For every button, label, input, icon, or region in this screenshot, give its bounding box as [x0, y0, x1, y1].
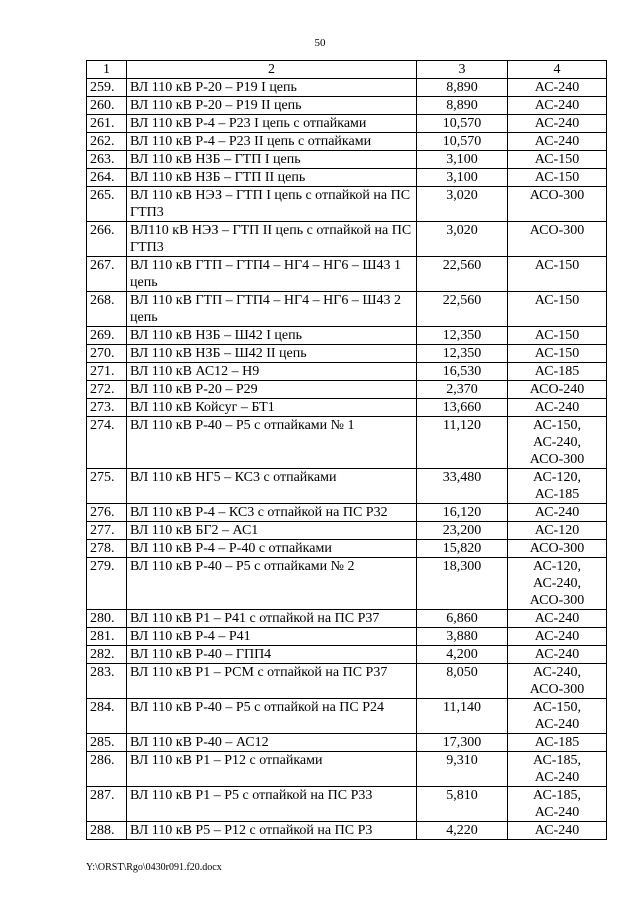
line-name-cell: ВЛ 110 кВ Р-40 – АС12 [127, 734, 417, 752]
wire-type-cell: АС-240 [508, 822, 607, 840]
row-number-cell: 265. [87, 187, 127, 222]
length-cell: 8,050 [417, 664, 508, 699]
line-name-cell: ВЛ 110 кВ НЭЗ – ГТП I цепь с отпайкой на ПС ГТП3 [127, 187, 417, 222]
row-number-cell: 285. [87, 734, 127, 752]
table-row [87, 610, 607, 628]
file-path-footer: Y:\ORST\Rgo\0430r091.f20.docx [86, 862, 222, 873]
length-cell: 8,890 [417, 97, 508, 115]
row-number-cell: 274. [87, 417, 127, 469]
row-number-cell: 263. [87, 151, 127, 169]
line-name-cell: ВЛ 110 кВ Р-20 – Р19 I цепь [127, 79, 417, 97]
table-row [87, 699, 607, 734]
wire-type-cell: АС-150 [508, 345, 607, 363]
line-name-cell: ВЛ 110 кВ Р-40 – ГПП4 [127, 646, 417, 664]
row-number-cell: 262. [87, 133, 127, 151]
line-name-cell: ВЛ 110 кВ Р-4 – Р41 [127, 628, 417, 646]
row-number-cell: 273. [87, 399, 127, 417]
line-name-cell: ВЛ110 кВ НЭЗ – ГТП II цепь с отпайкой на ПС ГТП3 [127, 222, 417, 257]
row-number-cell: 266. [87, 222, 127, 257]
wire-type-cell: АС-150 [508, 257, 607, 292]
line-name-cell: ВЛ 110 кВ НЗБ – Ш42 I цепь [127, 327, 417, 345]
line-name-cell: ВЛ 110 кВ Р-20 – Р29 [127, 381, 417, 399]
row-number-cell: 261. [87, 115, 127, 133]
length-cell: 9,310 [417, 752, 508, 787]
table-row [87, 169, 607, 187]
table-row [87, 646, 607, 664]
length-cell: 3,020 [417, 187, 508, 222]
length-cell: 22,560 [417, 292, 508, 327]
wire-type-cell: АС-185 [508, 363, 607, 381]
wire-type-cell: АС-150, АС-240 [508, 699, 607, 734]
line-name-cell: ВЛ 110 кВ Р5 – Р12 с отпайкой на ПС Р3 [127, 822, 417, 840]
table-body [87, 79, 607, 840]
column-header-4: 4 [508, 61, 607, 79]
length-cell: 3,100 [417, 169, 508, 187]
power-lines-table [86, 60, 607, 840]
line-name-cell: ВЛ 110 кВ НЗБ – ГТП I цепь [127, 151, 417, 169]
line-name-cell: ВЛ 110 кВ Р-4 – Р23 II цепь с отпайками [127, 133, 417, 151]
row-number-cell: 275. [87, 469, 127, 504]
wire-type-cell: АС-120, АС-185 [508, 469, 607, 504]
row-number-cell: 270. [87, 345, 127, 363]
row-number-cell: 288. [87, 822, 127, 840]
table-row [87, 79, 607, 97]
wire-type-cell: АСО-300 [508, 540, 607, 558]
line-name-cell: ВЛ 110 кВ ГТП – ГТП4 – НГ4 – НГ6 – Ш43 1 цепь [127, 257, 417, 292]
table-row [87, 417, 607, 469]
row-number-cell: 277. [87, 522, 127, 540]
wire-type-cell: АС-240 [508, 133, 607, 151]
wire-type-cell: АС-240 [508, 115, 607, 133]
row-number-cell: 278. [87, 540, 127, 558]
wire-type-cell: АС-150 [508, 169, 607, 187]
length-cell: 3,020 [417, 222, 508, 257]
length-cell: 22,560 [417, 257, 508, 292]
table-row [87, 151, 607, 169]
row-number-cell: 280. [87, 610, 127, 628]
table-row [87, 327, 607, 345]
column-header-2: 2 [127, 61, 417, 79]
table-row [87, 292, 607, 327]
table-row [87, 469, 607, 504]
row-number-cell: 272. [87, 381, 127, 399]
column-header-1: 1 [87, 61, 127, 79]
table-row [87, 822, 607, 840]
wire-type-cell: АС-150 [508, 292, 607, 327]
length-cell: 5,810 [417, 787, 508, 822]
table-row [87, 363, 607, 381]
table-row [87, 522, 607, 540]
length-cell: 3,100 [417, 151, 508, 169]
table-row [87, 504, 607, 522]
row-number-cell: 281. [87, 628, 127, 646]
line-name-cell: ВЛ 110 кВ Р-20 – Р19 II цепь [127, 97, 417, 115]
row-number-cell: 276. [87, 504, 127, 522]
table-row [87, 734, 607, 752]
line-name-cell: ВЛ 110 кВ Р-4 – Р-40 с отпайками [127, 540, 417, 558]
row-number-cell: 287. [87, 787, 127, 822]
line-name-cell: ВЛ 110 кВ Р-40 – Р5 с отпайками № 1 [127, 417, 417, 469]
table-row [87, 133, 607, 151]
wire-type-cell: АС-240 [508, 399, 607, 417]
length-cell: 12,350 [417, 345, 508, 363]
line-name-cell: ВЛ 110 кВ Р-4 – КС3 с отпайкой на ПС Р32 [127, 504, 417, 522]
row-number-cell: 286. [87, 752, 127, 787]
wire-type-cell: АС-240 [508, 646, 607, 664]
line-name-cell: ВЛ 110 кВ Р-4 – Р23 I цепь с отпайками [127, 115, 417, 133]
length-cell: 16,530 [417, 363, 508, 381]
length-cell: 12,350 [417, 327, 508, 345]
table-row [87, 558, 607, 610]
line-name-cell: ВЛ 110 кВ АС12 – Н9 [127, 363, 417, 381]
length-cell: 10,570 [417, 115, 508, 133]
row-number-cell: 267. [87, 257, 127, 292]
row-number-cell: 271. [87, 363, 127, 381]
table-row [87, 187, 607, 222]
table-row [87, 752, 607, 787]
length-cell: 15,820 [417, 540, 508, 558]
line-name-cell: ВЛ 110 кВ Р-40 – Р5 с отпайками № 2 [127, 558, 417, 610]
table-row [87, 345, 607, 363]
length-cell: 8,890 [417, 79, 508, 97]
row-number-cell: 260. [87, 97, 127, 115]
line-name-cell: ВЛ 110 кВ Р1 – Р5 с отпайкой на ПС Р33 [127, 787, 417, 822]
wire-type-cell: АС-185, АС-240 [508, 787, 607, 822]
length-cell: 11,140 [417, 699, 508, 734]
line-name-cell: ВЛ 110 кВ Р1 – Р12 с отпайками [127, 752, 417, 787]
table-row [87, 787, 607, 822]
length-cell: 16,120 [417, 504, 508, 522]
length-cell: 33,480 [417, 469, 508, 504]
table-row [87, 115, 607, 133]
length-cell: 4,220 [417, 822, 508, 840]
wire-type-cell: АСО-240 [508, 381, 607, 399]
wire-type-cell: АС-120 [508, 522, 607, 540]
wire-type-cell: АС-240 [508, 97, 607, 115]
wire-type-cell: АС-240 [508, 610, 607, 628]
line-name-cell: ВЛ 110 кВ Р1 – РСМ с отпайкой на ПС Р37 [127, 664, 417, 699]
wire-type-cell: АС-150 [508, 151, 607, 169]
length-cell: 11,120 [417, 417, 508, 469]
row-number-cell: 284. [87, 699, 127, 734]
length-cell: 2,370 [417, 381, 508, 399]
line-name-cell: ВЛ 110 кВ Р1 – Р41 с отпайкой на ПС Р37 [127, 610, 417, 628]
length-cell: 3,880 [417, 628, 508, 646]
wire-type-cell: АС-240 [508, 628, 607, 646]
wire-type-cell: АС-185 [508, 734, 607, 752]
row-number-cell: 283. [87, 664, 127, 699]
table-row [87, 97, 607, 115]
row-number-cell: 268. [87, 292, 127, 327]
length-cell: 23,200 [417, 522, 508, 540]
row-number-cell: 279. [87, 558, 127, 610]
wire-type-cell: АС-240, АСО-300 [508, 664, 607, 699]
line-name-cell: ВЛ 110 кВ ГТП – ГТП4 – НГ4 – НГ6 – Ш43 2 цепь [127, 292, 417, 327]
line-name-cell: ВЛ 110 кВ НЗБ – Ш42 II цепь [127, 345, 417, 363]
wire-type-cell: АС-240 [508, 79, 607, 97]
wire-type-cell: АС-150, АС-240, АСО-300 [508, 417, 607, 469]
column-header-3: 3 [417, 61, 508, 79]
table-header-row [87, 61, 607, 79]
page-number: 50 [314, 37, 326, 49]
wire-type-cell: АС-150 [508, 327, 607, 345]
length-cell: 17,300 [417, 734, 508, 752]
length-cell: 18,300 [417, 558, 508, 610]
length-cell: 10,570 [417, 133, 508, 151]
table-row [87, 399, 607, 417]
table-row [87, 222, 607, 257]
row-number-cell: 282. [87, 646, 127, 664]
line-name-cell: ВЛ 110 кВ НГ5 – КС3 с отпайками [127, 469, 417, 504]
wire-type-cell: АС-120, АС-240, АСО-300 [508, 558, 607, 610]
row-number-cell: 259. [87, 79, 127, 97]
row-number-cell: 264. [87, 169, 127, 187]
wire-type-cell: АСО-300 [508, 187, 607, 222]
table-row [87, 257, 607, 292]
table-row [87, 381, 607, 399]
table-row [87, 664, 607, 699]
table-row [87, 628, 607, 646]
table-row [87, 540, 607, 558]
row-number-cell: 269. [87, 327, 127, 345]
wire-type-cell: АСО-300 [508, 222, 607, 257]
line-name-cell: ВЛ 110 кВ Койсуг – БТ1 [127, 399, 417, 417]
length-cell: 6,860 [417, 610, 508, 628]
line-name-cell: ВЛ 110 кВ Р-40 – Р5 с отпайкой на ПС Р24 [127, 699, 417, 734]
wire-type-cell: АС-240 [508, 504, 607, 522]
length-cell: 4,200 [417, 646, 508, 664]
line-name-cell: ВЛ 110 кВ НЗБ – ГТП II цепь [127, 169, 417, 187]
line-name-cell: ВЛ 110 кВ БГ2 – АС1 [127, 522, 417, 540]
length-cell: 13,660 [417, 399, 508, 417]
wire-type-cell: АС-185, АС-240 [508, 752, 607, 787]
